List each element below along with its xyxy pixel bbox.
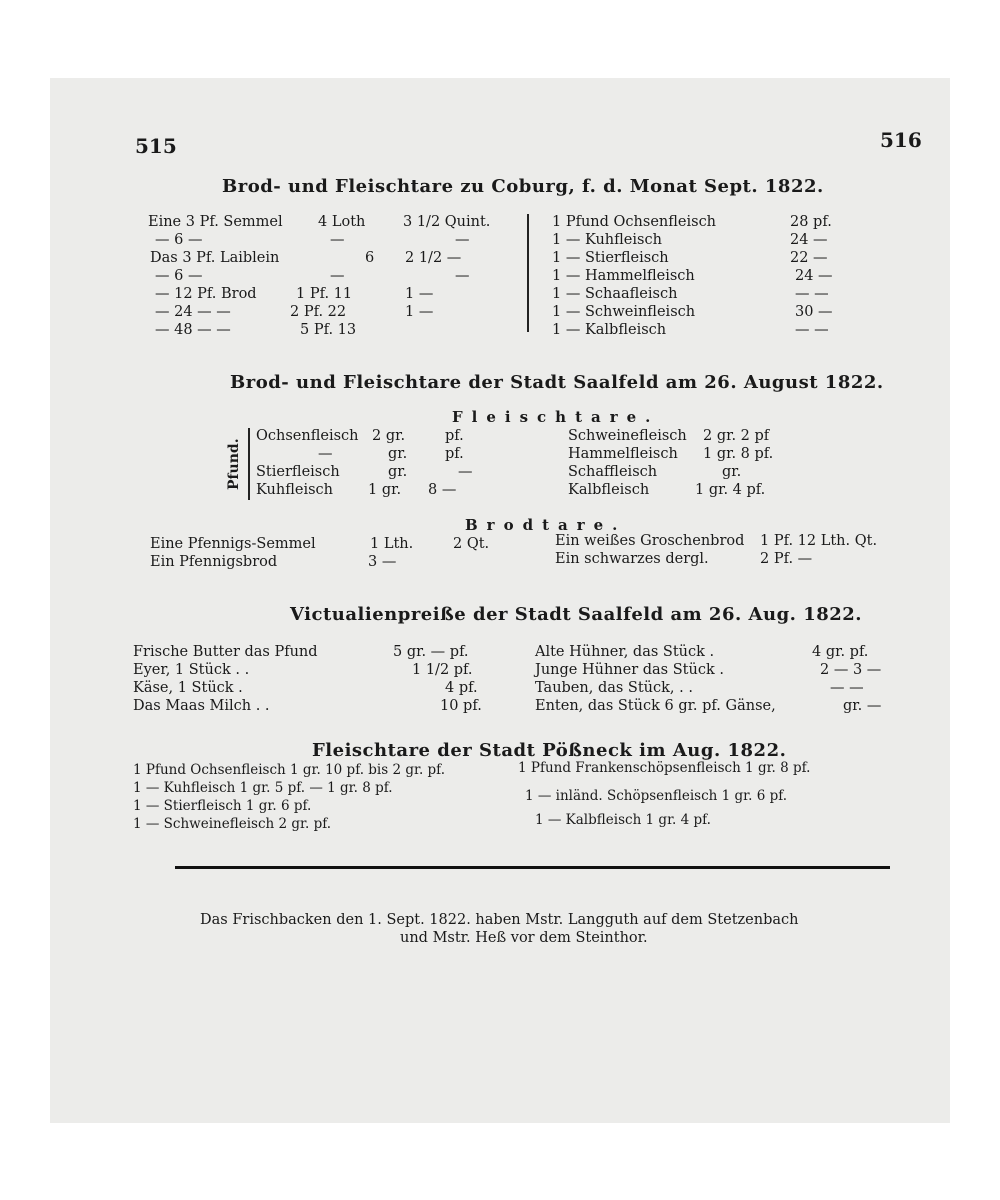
cell: 1 gr.	[368, 482, 402, 498]
cell: — —	[795, 286, 829, 302]
fleischtaxe-heading: Fleischtare.	[452, 408, 660, 426]
cell: Frische Butter das Pfund	[133, 644, 318, 660]
cell: 22 —	[790, 250, 828, 266]
cell: Ein weißes Groschenbrod	[555, 533, 745, 549]
cell: — —	[795, 322, 829, 338]
cell: Eine 3 Pf. Semmel	[148, 214, 283, 230]
cell: 6	[365, 250, 375, 266]
cell: —	[458, 464, 473, 480]
cell: 2 1/2 —	[405, 250, 462, 266]
cell: 1 — Schaafleisch	[552, 286, 678, 302]
cell: Das 3 Pf. Laiblein	[150, 250, 280, 266]
cell: —	[330, 268, 345, 284]
cell: —	[455, 268, 470, 284]
cell: 24 —	[795, 268, 833, 284]
brodtaxe-heading: Brodtare.	[465, 516, 627, 534]
cell: Ein schwarzes dergl.	[555, 551, 709, 567]
list-item: 1 — Kuhfleisch 1 gr. 5 pf. — 1 gr. 8 pf.	[133, 780, 393, 796]
cell: Hammelfleisch	[568, 446, 678, 462]
cell: 5 gr. — pf.	[393, 644, 469, 660]
cell: Kalbfleisch	[568, 482, 650, 498]
cell: 4 Loth	[318, 214, 366, 230]
cell: 1 —	[405, 286, 434, 302]
cell: — 6 —	[155, 268, 203, 284]
list-item: 1 Pfund Ochsenfleisch 1 gr. 10 pf. bis 2 gr. pf.	[133, 762, 445, 778]
cell: Ein Pfennigsbrod	[150, 554, 278, 570]
cell: Eyer, 1 Stück . .	[133, 662, 250, 678]
pfund-side-label: Pfund.	[226, 438, 242, 490]
saalfeld-title: Brod- und Fleischtare der Stadt Saalfeld am 26. August 1822.	[230, 372, 884, 393]
cell: Kuhfleisch	[256, 482, 333, 498]
cell: Käse, 1 Stück .	[133, 680, 243, 696]
cell: Schaffleisch	[568, 464, 658, 480]
cell: Junge Hühner das Stück .	[535, 662, 724, 678]
list-item: 1 — Stierfleisch 1 gr. 6 pf.	[133, 798, 312, 814]
cell: gr. —	[843, 698, 882, 714]
cell: Schweinefleisch	[568, 428, 687, 444]
cell: Das Maas Milch . .	[133, 698, 270, 714]
footer-line-1: Das Frischbacken den 1. Sept. 1822. haben Mstr. Langguth auf dem Stetzenbach	[200, 912, 799, 928]
cell: 10 pf.	[440, 698, 482, 714]
list-item: 1 — inländ. Schöpsenfleisch 1 gr. 6 pf.	[525, 788, 788, 804]
cell: 1 Pfund Ochsenfleisch	[552, 214, 717, 230]
cell: Ochsenfleisch	[256, 428, 359, 444]
cell: 3 1/2 Quint.	[403, 214, 491, 230]
cell: 1 — Hammelfleisch	[552, 268, 695, 284]
cell: 8 —	[428, 482, 457, 498]
cell: gr.	[388, 464, 408, 480]
cell: 4 pf.	[445, 680, 478, 696]
cell: 24 —	[790, 232, 828, 248]
cell: Stierfleisch	[256, 464, 340, 480]
horizontal-rule	[175, 866, 890, 869]
cell: 1 Lth.	[370, 536, 414, 552]
victualien-title: Victualienpreiße der Stadt Saalfeld am 26. Aug. 1822.	[290, 604, 863, 625]
cell: 1 1/2 pf.	[412, 662, 473, 678]
cell: 1 Pf. 12 Lth. Qt.	[760, 533, 878, 549]
cell: Eine Pfennigs-Semmel	[150, 536, 316, 552]
cell: 1 — Stierfleisch	[552, 250, 669, 266]
cell: 3 —	[368, 554, 397, 570]
cell: — 24 — —	[155, 304, 231, 320]
cell: Tauben, das Stück, . .	[535, 680, 693, 696]
cell: Enten, das Stück 6 gr. pf. Gänse,	[535, 698, 776, 714]
poessneck-title: Fleischtare der Stadt Pößneck im Aug. 1822.	[312, 740, 787, 761]
cell: 2 Pf. 22	[290, 304, 347, 320]
cell: pf.	[445, 428, 464, 444]
cell: 28 pf.	[790, 214, 832, 230]
cell: —	[455, 232, 470, 248]
bracket-line	[248, 428, 250, 500]
cell: 5 Pf. 13	[300, 322, 357, 338]
cell: 2 gr.	[372, 428, 406, 444]
cell: 30 —	[795, 304, 833, 320]
cell: 2 Pf. —	[760, 551, 813, 567]
coburg-title: Brod- und Fleischtare zu Coburg, f. d. Monat Sept. 1822.	[222, 176, 824, 197]
list-item: 1 — Schweinefleisch 2 gr. pf.	[133, 816, 332, 832]
page-number-right: 516	[880, 128, 922, 152]
cell: 1 —	[405, 304, 434, 320]
cell: — —	[830, 680, 864, 696]
list-item: 1 — Kalbfleisch 1 gr. 4 pf.	[535, 812, 711, 828]
cell: 2 Qt.	[453, 536, 490, 552]
cell: gr.	[388, 446, 408, 462]
cell: 1 gr. 8 pf.	[703, 446, 774, 462]
cell: —	[318, 446, 333, 462]
cell: — 48 — —	[155, 322, 231, 338]
cell: 1 — Kuhfleisch	[552, 232, 662, 248]
cell: 1 gr. 4 pf.	[695, 482, 766, 498]
page-number-left: 515	[135, 134, 177, 158]
cell: 1 Pf. 11	[296, 286, 353, 302]
cell: 2 gr. 2 pf	[703, 428, 770, 444]
cell: 4 gr. pf.	[812, 644, 869, 660]
cell: pf.	[445, 446, 464, 462]
cell: — 12 Pf. Brod	[155, 286, 257, 302]
footer-line-2: und Mstr. Heß vor dem Steinthor.	[400, 930, 648, 946]
cell: Alte Hühner, das Stück .	[535, 644, 715, 660]
list-item: 1 Pfund Frankenschöpsenfleisch 1 gr. 8 pf.	[518, 760, 811, 776]
cell: — 6 —	[155, 232, 203, 248]
cell: 1 — Schweinfleisch	[552, 304, 696, 320]
table-row	[148, 214, 283, 230]
cell: 1 — Kalbfleisch	[552, 322, 667, 338]
cell: gr.	[722, 464, 742, 480]
cell: —	[330, 232, 345, 248]
cell: 2 — 3 —	[820, 662, 882, 678]
column-divider	[527, 214, 529, 332]
